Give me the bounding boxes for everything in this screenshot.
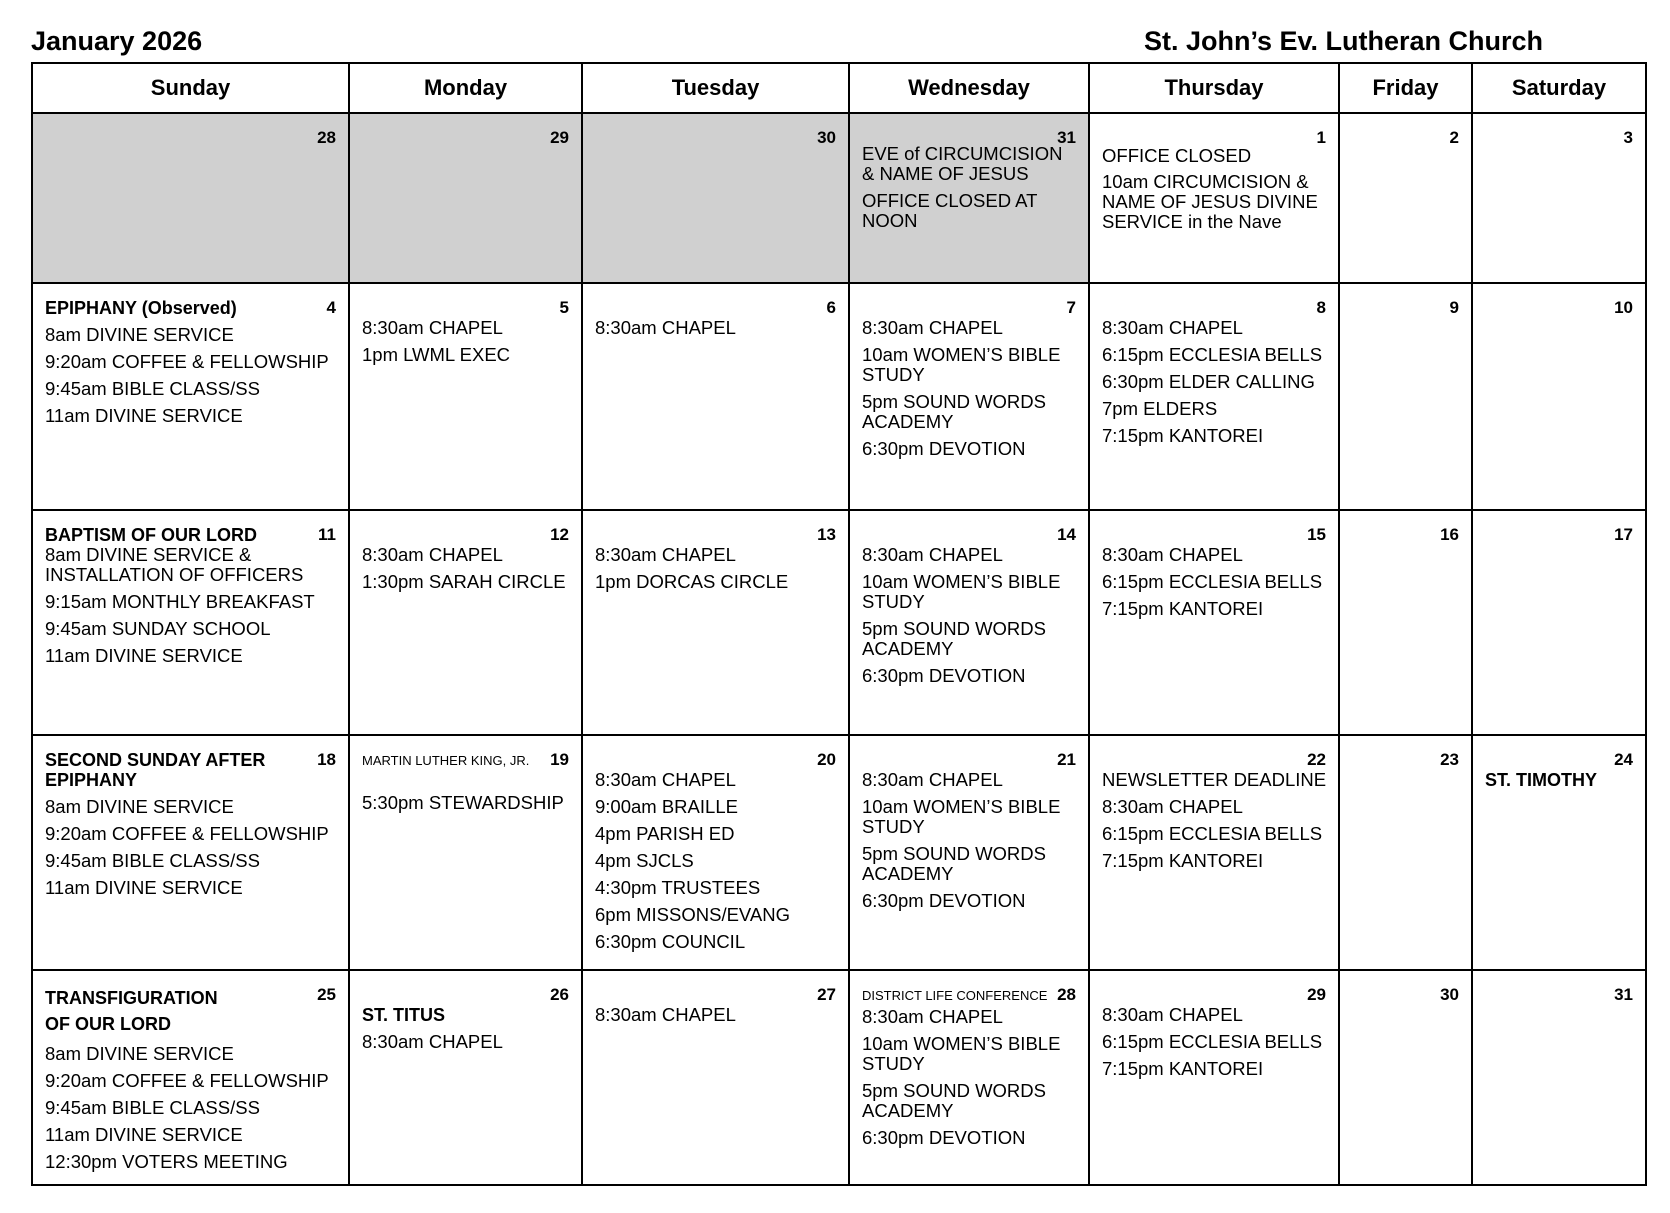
day-cell — [1089, 970, 1339, 1185]
day-cell — [349, 510, 582, 735]
day-number: 15 — [1307, 525, 1326, 544]
weekday-monday: Monday — [349, 63, 582, 113]
event-item: 4:30pm TRUSTEES — [595, 877, 761, 898]
event-item: 8:30am CHAPEL — [1102, 796, 1243, 817]
day-cell — [1089, 283, 1339, 510]
day-number: 30 — [1440, 985, 1459, 1004]
event-item: 8:30am CHAPEL — [595, 1004, 736, 1025]
event-item: 8:30am CHAPEL — [362, 544, 503, 565]
day-cell — [1472, 735, 1646, 970]
day-number: 13 — [817, 525, 836, 544]
event-item: 8am DIVINE SERVICE — [45, 1043, 234, 1064]
event-item: 11am DIVINE SERVICE — [45, 645, 243, 666]
event-item: 10am WOMEN’S BIBLE STUDY — [862, 796, 1061, 837]
day-number: 31 — [1614, 985, 1633, 1004]
event-item: 8:30am CHAPEL — [862, 544, 1003, 565]
event-item: 1:30pm SARAH CIRCLE — [362, 571, 566, 592]
day-cell — [32, 113, 349, 283]
event-item: 8am DIVINE SERVICE — [45, 324, 234, 345]
day-number: 14 — [1057, 525, 1076, 544]
weekday-tuesday: Tuesday — [582, 63, 849, 113]
event-item: 5pm SOUND WORDS ACADEMY — [862, 391, 1046, 432]
weekday-sunday: Sunday — [32, 63, 349, 113]
event-item: NEWSLETTER DEADLINE — [1102, 769, 1327, 790]
week-row — [32, 970, 1646, 1185]
day-cell — [1089, 113, 1339, 283]
event-item: OFFICE CLOSED — [1102, 145, 1252, 166]
week-row — [32, 510, 1646, 735]
day-cell — [32, 735, 349, 970]
event-item: 9:45am BIBLE CLASS/SS — [45, 378, 260, 399]
day-number: 10 — [1614, 298, 1633, 317]
weekday-thursday: Thursday — [1089, 63, 1339, 113]
day-number: 7 — [1066, 298, 1076, 317]
day-number: 29 — [550, 128, 569, 147]
day-title: EPIPHANY (Observed) — [45, 298, 237, 318]
event-item: 1pm LWML EXEC — [362, 344, 511, 365]
day-number: 12 — [550, 525, 569, 544]
week-row — [32, 283, 1646, 510]
event-item: 9:45am BIBLE CLASS/SS — [45, 850, 260, 871]
weekday-saturday: Saturday — [1472, 63, 1646, 113]
event-note: DISTRICT LIFE CONFERENCE — [862, 988, 1048, 1003]
day-number: 28 — [1057, 985, 1076, 1004]
day-number: 24 — [1614, 750, 1633, 769]
event-item: EVE of CIRCUMCISION & NAME OF JESUS — [862, 143, 1063, 184]
day-number: 22 — [1307, 750, 1326, 769]
holiday-note: MARTIN LUTHER KING, JR. — [362, 753, 530, 768]
day-cell — [849, 970, 1089, 1185]
event-item: 9:00am BRAILLE — [595, 796, 738, 817]
event-item: OFFICE CLOSED AT NOON — [862, 190, 1038, 231]
day-cell — [349, 283, 582, 510]
day-number: 8 — [1316, 298, 1326, 317]
event-item: 11am DIVINE SERVICE — [45, 405, 243, 426]
day-number: 17 — [1614, 525, 1633, 544]
church-name: St. John’s Ev. Lutheran Church — [1143, 26, 1543, 56]
event-item: 6:30pm DEVOTION — [862, 438, 1026, 459]
day-cell — [582, 510, 849, 735]
day-title: ST. TITUS — [362, 1005, 446, 1025]
day-title: BAPTISM OF OUR LORD — [45, 525, 257, 545]
day-cell — [1089, 735, 1339, 970]
day-cell — [1339, 283, 1472, 510]
day-cell — [1472, 283, 1646, 510]
day-number: 26 — [550, 985, 569, 1004]
day-number: 31 — [1057, 128, 1076, 147]
event-item: 8:30am CHAPEL — [862, 317, 1003, 338]
event-item: 8:30am CHAPEL — [362, 1031, 503, 1052]
day-number: 4 — [326, 298, 336, 317]
event-item: 7pm ELDERS — [1102, 398, 1218, 419]
day-cell — [849, 735, 1089, 970]
day-cell — [1472, 970, 1646, 1185]
weekday-friday: Friday — [1339, 63, 1472, 113]
event-item: 6:15pm ECCLESIA BELLS — [1102, 1031, 1323, 1052]
day-cell — [1339, 970, 1472, 1185]
event-item: 9:45am SUNDAY SCHOOL — [45, 618, 271, 639]
day-cell — [1089, 510, 1339, 735]
event-item: 7:15pm KANTOREI — [1102, 850, 1264, 871]
day-number: 28 — [317, 128, 336, 147]
event-item: 5pm SOUND WORDS ACADEMY — [862, 618, 1046, 659]
day-cell — [582, 113, 849, 283]
day-cell — [1339, 510, 1472, 735]
day-cell — [849, 283, 1089, 510]
event-item: 10am CIRCUMCISION & NAME OF JESUS DIVINE SERVICE in the Nave — [1102, 171, 1318, 232]
day-number: 21 — [1057, 750, 1076, 769]
event-item: 6:30pm ELDER CALLING — [1102, 371, 1315, 392]
event-item: 5:30pm STEWARDSHIP — [362, 792, 564, 813]
event-item: 1pm DORCAS CIRCLE — [595, 571, 789, 592]
day-number: 23 — [1440, 750, 1459, 769]
day-cell — [349, 970, 582, 1185]
day-number: 2 — [1449, 128, 1459, 147]
day-cell — [1472, 113, 1646, 283]
event-item: 8:30am CHAPEL — [1102, 317, 1243, 338]
event-item: 9:20am COFFEE & FELLOWSHIP — [45, 1070, 329, 1091]
day-cell — [849, 113, 1089, 283]
event-item: 4pm SJCLS — [595, 850, 694, 871]
event-item: 10am WOMEN’S BIBLE STUDY — [862, 1033, 1061, 1074]
event-item: 11am DIVINE SERVICE — [45, 877, 243, 898]
day-title: ST. TIMOTHY — [1485, 770, 1597, 790]
day-number: 25 — [317, 985, 336, 1004]
event-item: 11am DIVINE SERVICE — [45, 1124, 243, 1145]
event-item: 8:30am CHAPEL — [595, 544, 736, 565]
event-item: 6:30pm DEVOTION — [862, 1127, 1026, 1148]
event-item: 7:15pm KANTOREI — [1102, 598, 1264, 619]
day-cell — [32, 510, 349, 735]
day-cell — [582, 970, 849, 1185]
event-item: 7:15pm KANTOREI — [1102, 425, 1264, 446]
event-item: 8:30am CHAPEL — [1102, 1004, 1243, 1025]
day-cell — [1339, 735, 1472, 970]
event-item: 8:30am CHAPEL — [362, 317, 503, 338]
day-number: 1 — [1316, 128, 1326, 147]
week-row — [32, 113, 1646, 283]
day-number: 29 — [1307, 985, 1326, 1004]
day-cell — [349, 113, 582, 283]
event-item: 5pm SOUND WORDS ACADEMY — [862, 843, 1046, 884]
day-number: 30 — [817, 128, 836, 147]
day-cell — [1339, 113, 1472, 283]
day-cell — [32, 283, 349, 510]
event-item: 9:20am COFFEE & FELLOWSHIP — [45, 823, 329, 844]
day-cell — [32, 970, 349, 1185]
event-item: 8:30am CHAPEL — [862, 769, 1003, 790]
event-item: 5pm SOUND WORDS ACADEMY — [862, 1080, 1046, 1121]
event-item: 6:30pm DEVOTION — [862, 890, 1026, 911]
day-number: 16 — [1440, 525, 1459, 544]
day-number: 6 — [826, 298, 836, 317]
event-item: 6:30pm DEVOTION — [862, 665, 1026, 686]
weekday-header-row — [32, 63, 1646, 113]
weekday-wednesday: Wednesday — [849, 63, 1089, 113]
day-number: 3 — [1623, 128, 1633, 147]
event-item: 8:30am CHAPEL — [595, 317, 736, 338]
event-item: 4pm PARISH ED — [595, 823, 735, 844]
week-row — [32, 735, 1646, 970]
event-item: 8am DIVINE SERVICE & INSTALLATION OF OFFICERS — [45, 544, 304, 585]
event-item: 9:15am MONTHLY BREAKFAST — [45, 591, 315, 612]
day-number: 11 — [318, 525, 336, 544]
event-item: 7:15pm KANTOREI — [1102, 1058, 1264, 1079]
event-item: 6:15pm ECCLESIA BELLS — [1102, 571, 1323, 592]
event-item: 12:30pm VOTERS MEETING — [45, 1151, 288, 1172]
event-item: 9:45am BIBLE CLASS/SS — [45, 1097, 260, 1118]
day-number: 18 — [317, 750, 336, 769]
day-title: SECOND SUNDAY AFTER EPIPHANY — [45, 750, 266, 790]
event-item: 8am DIVINE SERVICE — [45, 796, 234, 817]
day-cell — [582, 283, 849, 510]
event-item: 6:15pm ECCLESIA BELLS — [1102, 823, 1323, 844]
event-item: 6:30pm COUNCIL — [595, 931, 746, 952]
day-cell — [849, 510, 1089, 735]
event-item: 6:15pm ECCLESIA BELLS — [1102, 344, 1323, 365]
calendar-month-title: January 2026 — [31, 26, 203, 56]
day-number: 5 — [559, 298, 569, 317]
day-number: 19 — [550, 750, 569, 769]
event-item: 6pm MISSONS/EVANG — [595, 904, 790, 925]
day-number: 20 — [817, 750, 836, 769]
event-item: 10am WOMEN’S BIBLE STUDY — [862, 571, 1061, 612]
event-item: 9:20am COFFEE & FELLOWSHIP — [45, 351, 329, 372]
event-item: 8:30am CHAPEL — [862, 1006, 1003, 1027]
event-item: 10am WOMEN’S BIBLE STUDY — [862, 344, 1061, 385]
event-item: 8:30am CHAPEL — [1102, 544, 1243, 565]
calendar-grid — [31, 62, 1647, 1186]
day-cell — [1472, 510, 1646, 735]
day-cell — [582, 735, 849, 970]
day-number: 27 — [817, 985, 836, 1004]
day-cell — [349, 735, 582, 970]
event-item: 8:30am CHAPEL — [595, 769, 736, 790]
day-title: TRANSFIGURATION OF OUR LORD — [45, 988, 218, 1034]
day-number: 9 — [1449, 298, 1459, 317]
